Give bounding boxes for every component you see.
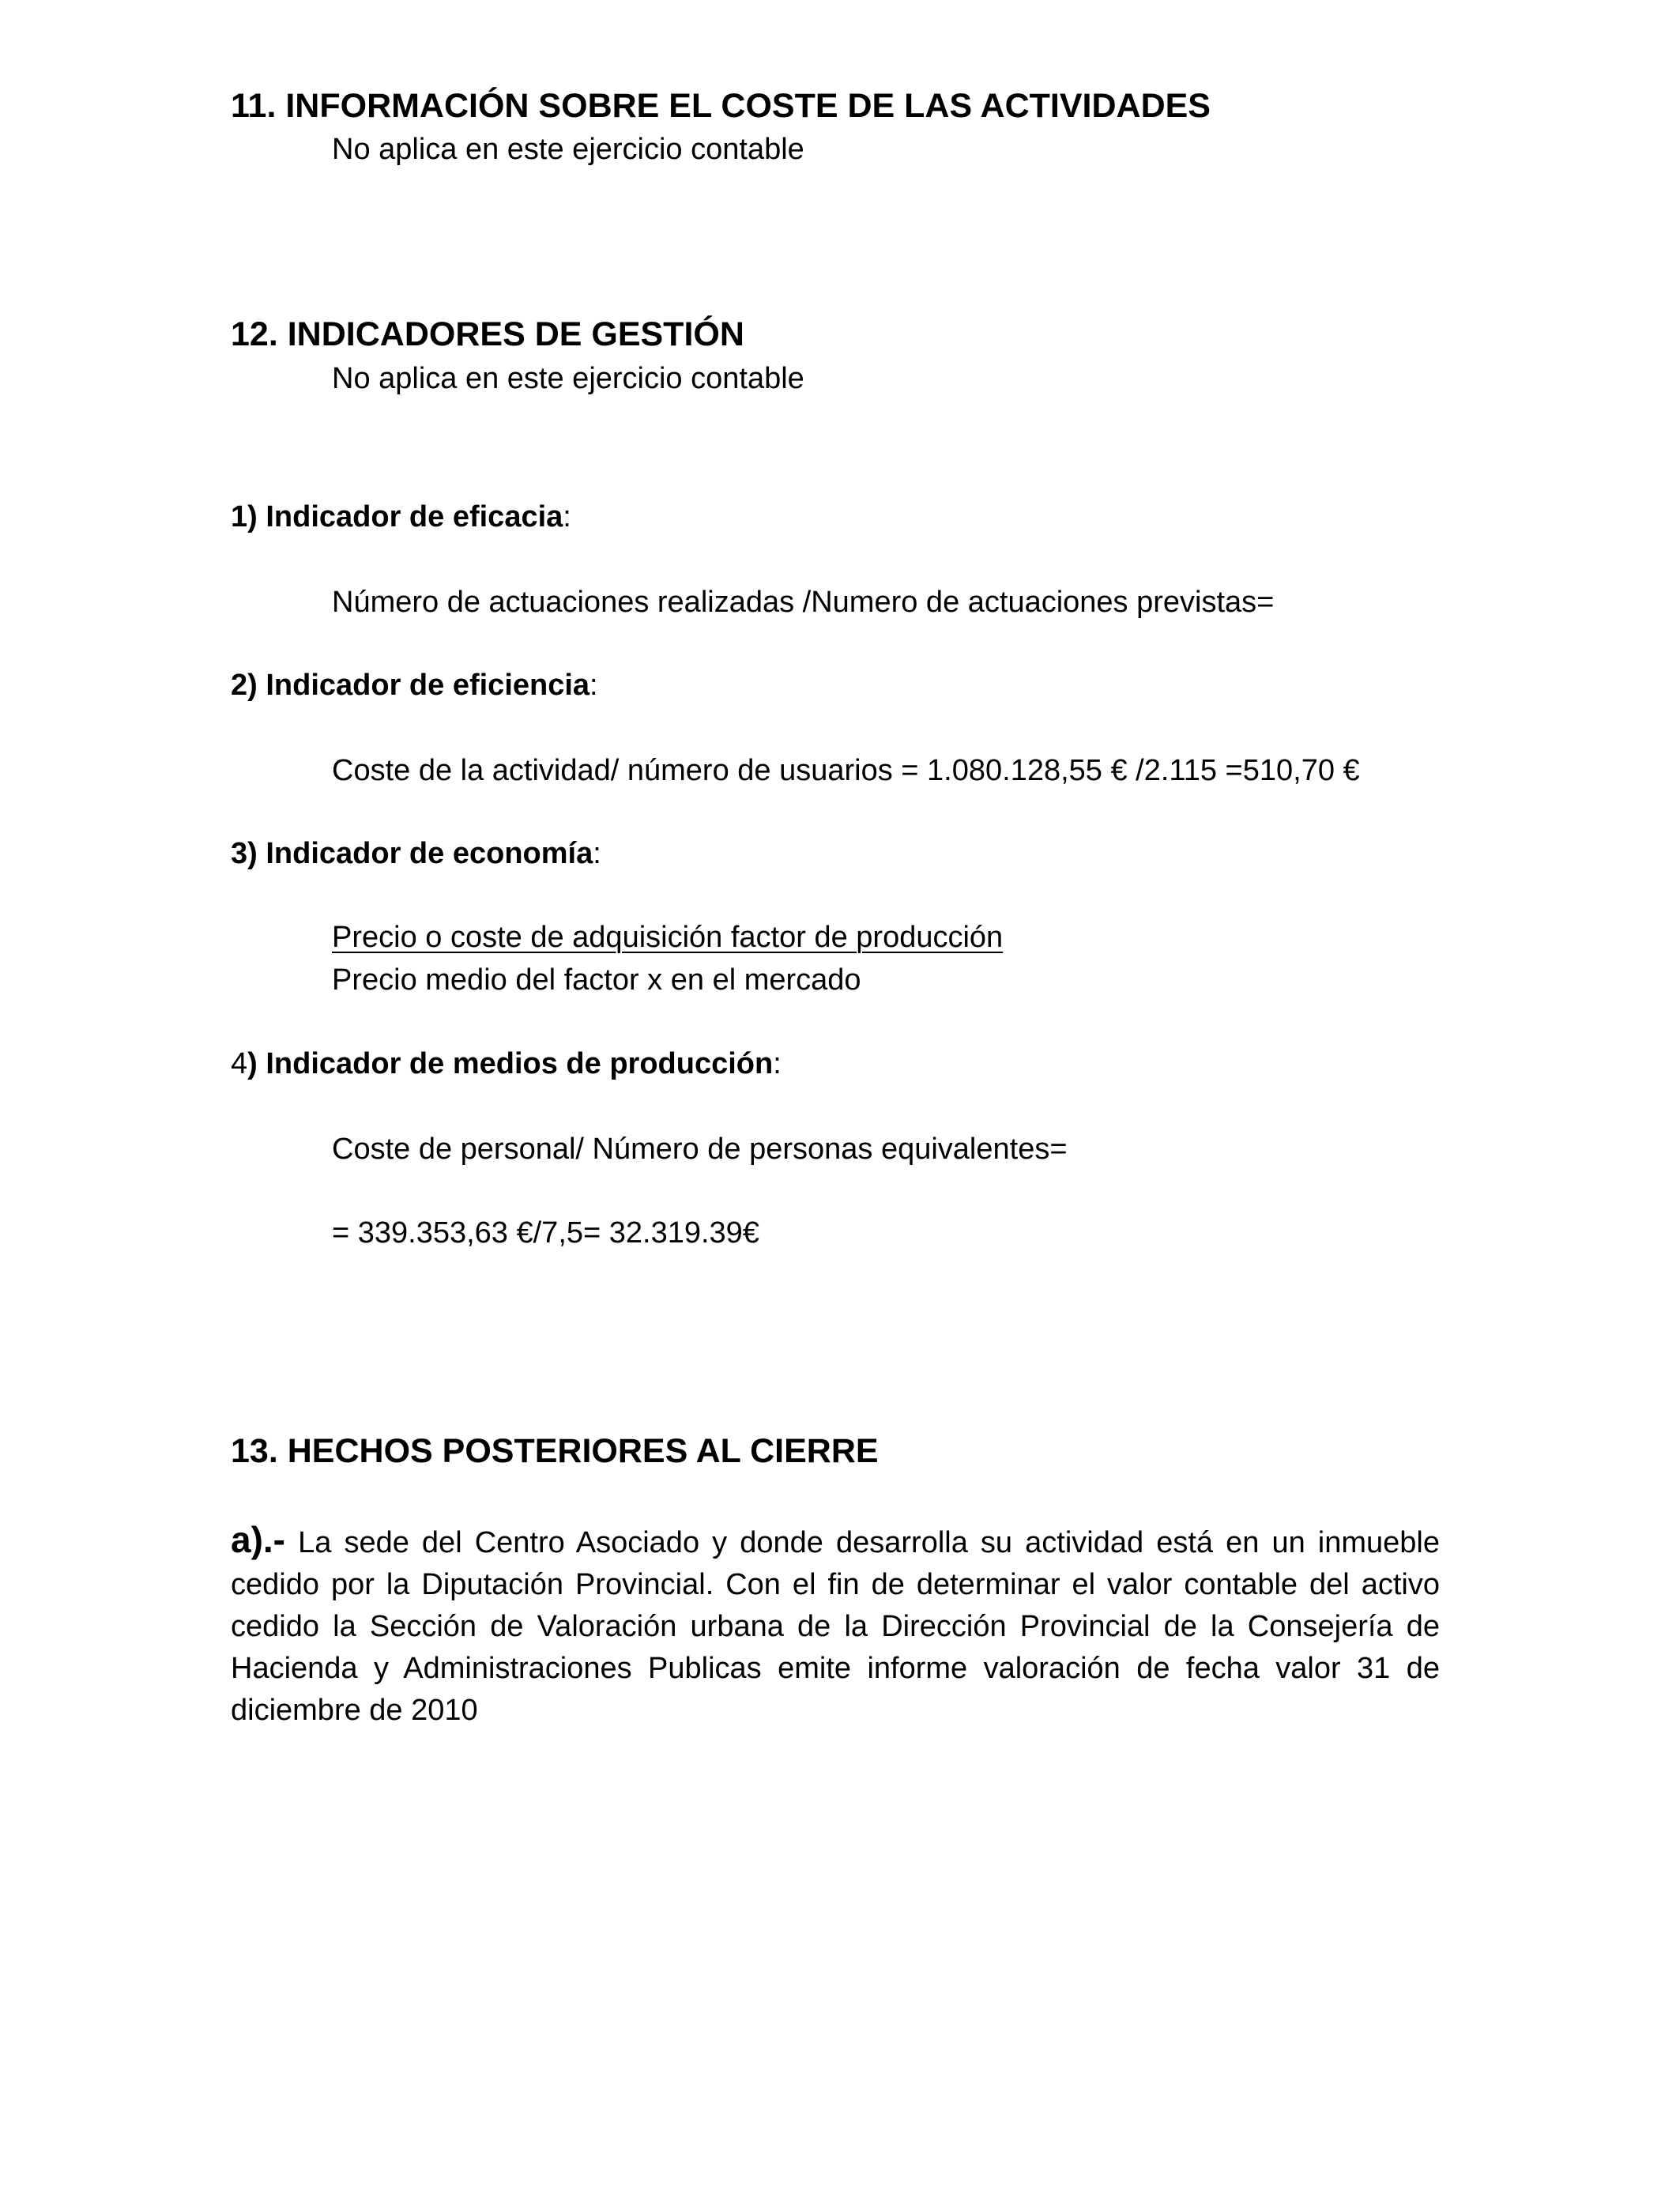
section-12-title: 12. INDICADORES DE GESTIÓN — [231, 315, 744, 353]
section-13-lead: a).- — [231, 1519, 285, 1560]
indicator-3-number: 3) — [231, 837, 258, 870]
section-12-note: No aplica en este ejercicio contable — [332, 362, 804, 395]
indicator-2-label: Indicador de eficiencia — [266, 669, 590, 702]
indicator-1-number: 1) — [231, 500, 258, 533]
indicator-4-colon: : — [773, 1047, 782, 1080]
section-13-title: 13. HECHOS POSTERIORES AL CIERRE — [231, 1432, 879, 1470]
indicator-4-label: ) Indicador de medios de producción — [247, 1047, 774, 1080]
indicator-4-number: 4 — [231, 1047, 248, 1080]
section-11-note: No aplica en este ejercicio contable — [332, 133, 804, 166]
indicator-3-denominator: Precio medio del factor x en el mercado — [332, 963, 861, 997]
section-13-text: La sede del Centro Asociado y donde desarrolla su actividad está en un inmueble cedido por la Diputación Provincial. Con el fin de determinar el valor contable del activo cedido la Sección de Valoración urbana de la Dirección Provincial de la Consejería de Hacienda y Administraciones Publicas emite informe valoración de fecha valor 31 de diciembre de 2010 — [231, 1526, 1441, 1727]
indicator-1-formula: Número de actuaciones realizadas /Numero de actuaciones previstas= — [332, 586, 1275, 619]
indicator-4-formula: Coste de personal/ Número de personas equivalentes= — [332, 1133, 1068, 1166]
indicator-3-label: Indicador de economía — [266, 837, 593, 870]
indicator-2-formula: Coste de la actividad/ número de usuarios = 1.080.128,55 € /2.115 =510,70 € — [332, 754, 1360, 787]
indicator-2-colon: : — [590, 669, 598, 702]
indicator-3-colon: : — [593, 837, 601, 870]
indicator-2-number: 2) — [231, 669, 258, 702]
indicator-4-result: = 339.353,63 €/7,5= 32.319.39€ — [332, 1216, 759, 1250]
section-13-paragraph — [231, 1519, 1440, 1732]
indicator-1-label: Indicador de eficacia — [266, 500, 563, 533]
indicator-2-heading — [231, 666, 598, 704]
section-11-title: 11. INFORMACIÓN SOBRE EL COSTE DE LAS ACTIVIDADES — [231, 87, 1211, 125]
indicator-4-heading — [231, 1045, 782, 1083]
indicator-1-colon: : — [563, 500, 571, 533]
indicator-1-heading — [231, 498, 571, 536]
indicator-3-numerator: Precio o coste de adquisición factor de producción — [332, 921, 1004, 954]
indicator-3-heading — [231, 835, 601, 873]
